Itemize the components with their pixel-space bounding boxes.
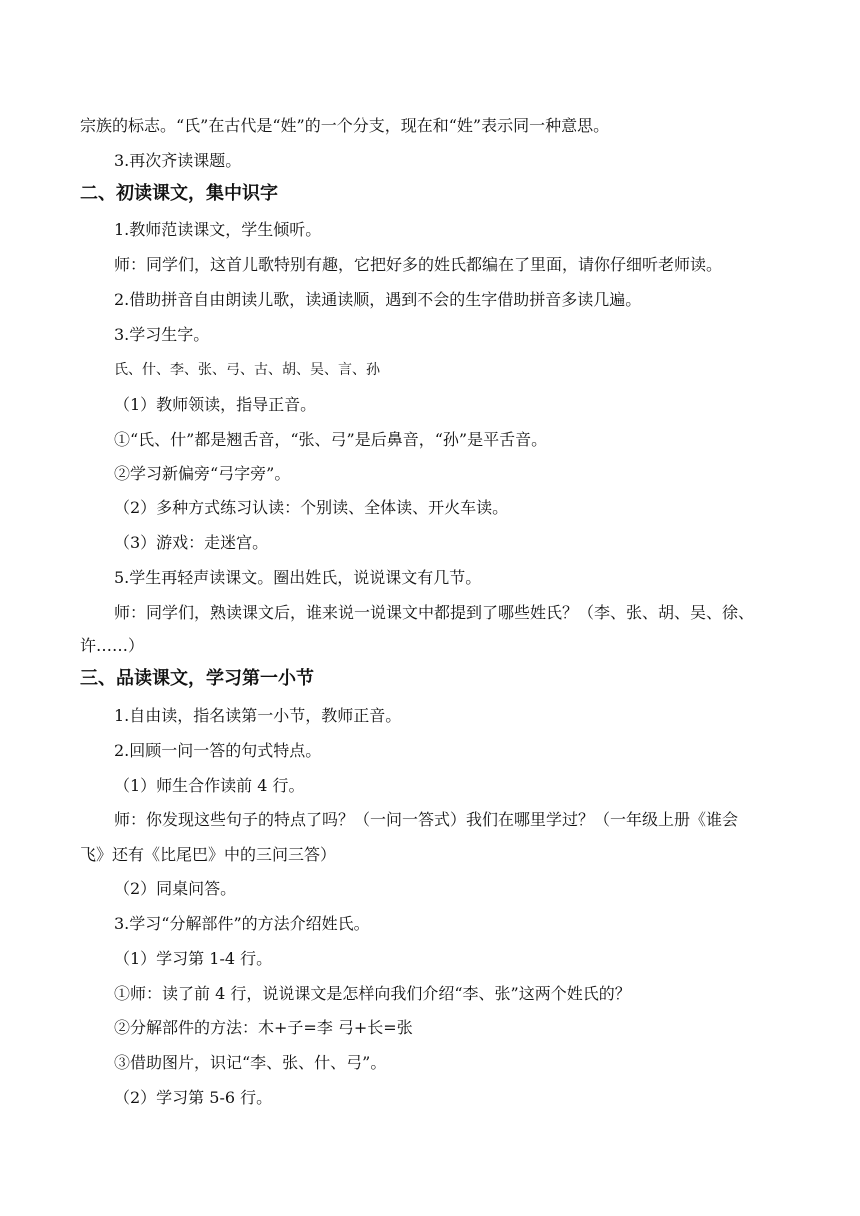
paragraph-continuation: 宗族的标志。“氏”在古代是“姓”的一个分支，现在和“姓”表示同一种意思。	[80, 116, 610, 135]
paragraph: 2.回顾一问一答的句式特点。	[114, 741, 322, 760]
paragraph: 师：同学们，这首儿歌特别有趣，它把好多的姓氏都编在了里面，请你仔细听老师读。	[114, 255, 723, 274]
paragraph: （1）师生合作读前 4 行。	[114, 776, 305, 795]
section-heading-2: 二、初读课文，集中识字	[80, 183, 278, 204]
paragraph: ①“氏、什”都是翘舌音，“张、弓”是后鼻音，“孙”是平舌音。	[114, 430, 548, 449]
paragraph: （3）游戏：走迷宫。	[114, 533, 269, 552]
paragraph: ①师：读了前 4 行，说说课文是怎样向我们介绍“李、张”这两个姓氏的？	[114, 984, 631, 1003]
paragraph: 3.学习生字。	[114, 325, 210, 344]
paragraph: （1）教师领读，指导正音。	[114, 395, 317, 414]
paragraph-continuation: 许……）	[80, 636, 145, 655]
paragraph: 3.再次齐读课题。	[114, 151, 242, 170]
paragraph: 2.借助拼音自由朗读儿歌，读通读顺，遇到不会的生字借助拼音多读几遍。	[114, 290, 642, 309]
paragraph: （2）学习第 5-6 行。	[114, 1088, 273, 1107]
section-heading-3: 三、品读课文，学习第一小节	[80, 668, 314, 689]
paragraph: 师：同学们，熟读课文后，谁来说一说课文中都提到了哪些姓氏？（李、张、胡、吴、徐、	[114, 603, 755, 622]
paragraph-continuation: 飞》还有《比尾巴》中的三问三答）	[80, 845, 337, 864]
character-list: 氏、什、李、张、弓、古、胡、吴、言、孙	[114, 362, 380, 378]
paragraph: ③借助图片，识记“李、张、什、弓”。	[114, 1053, 387, 1072]
paragraph: 师：你发现这些句子的特点了吗？（一问一答式）我们在哪里学过？（一年级上册《谁会	[114, 810, 739, 829]
paragraph: （1）学习第 1-4 行。	[114, 949, 273, 968]
paragraph: ②学习新偏旁“弓字旁”。	[114, 464, 291, 483]
paragraph: （2）同桌问答。	[114, 879, 237, 898]
paragraph: 1.自由读，指名读第一小节，教师正音。	[114, 706, 402, 725]
paragraph: 1.教师范读课文，学生倾听。	[114, 220, 322, 239]
paragraph: （2）多种方式练习认读：个别读、全体读、开火车读。	[114, 498, 509, 517]
paragraph: 5.学生再轻声读课文。圈出姓氏，说说课文有几节。	[114, 568, 482, 587]
paragraph: 3.学习“分解部件”的方法介绍姓氏。	[114, 914, 370, 933]
paragraph: ②分解部件的方法：木+子=李 弓+长=张	[114, 1018, 413, 1037]
